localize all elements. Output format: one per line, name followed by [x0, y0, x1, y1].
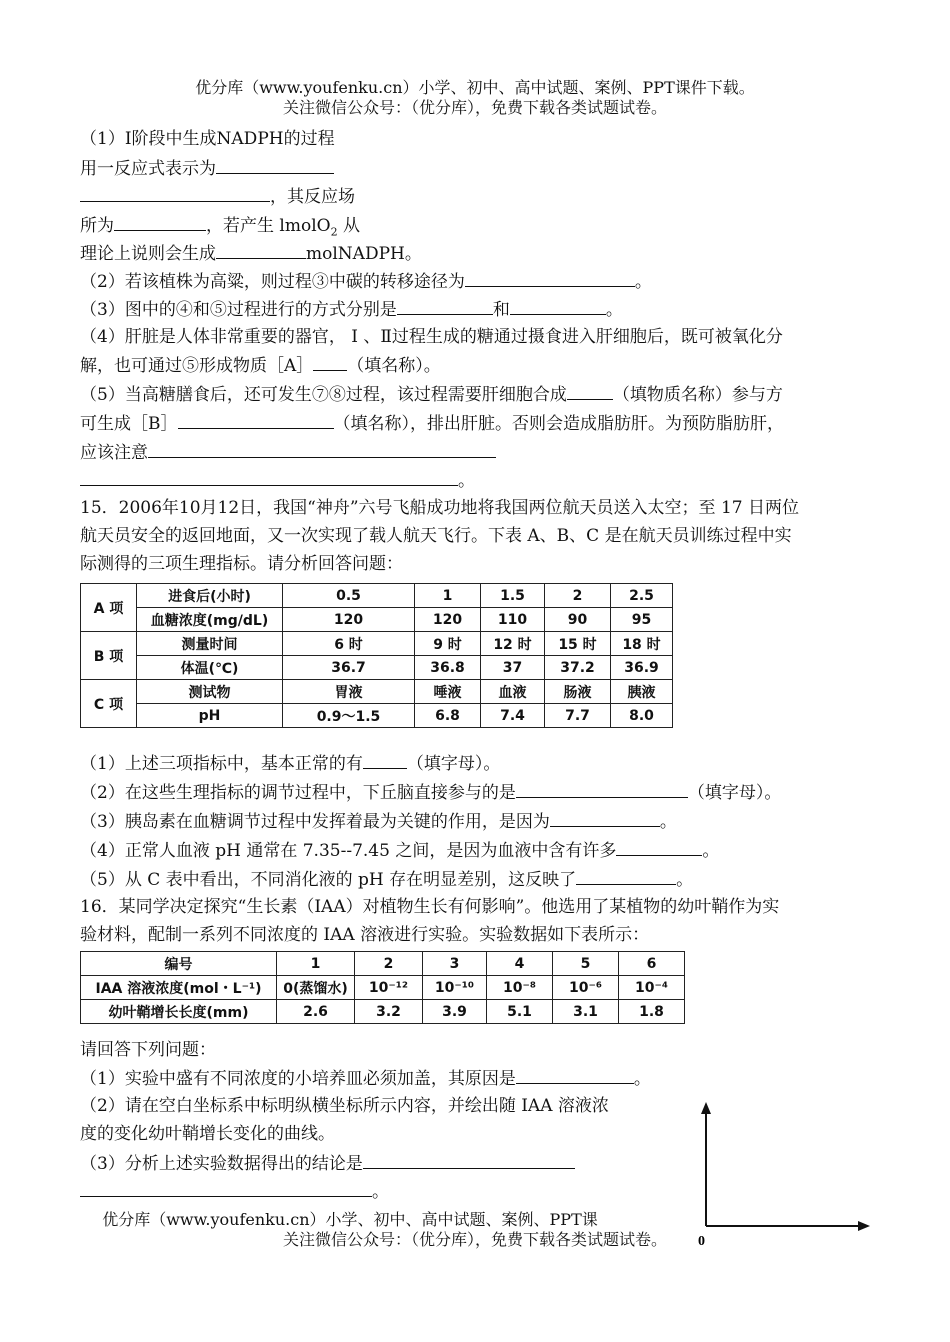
- q14-part1-line3: ，其反应场: [80, 185, 355, 208]
- origin-label: 0: [698, 1234, 705, 1249]
- q16-intro-line2: 验材料，配制一系列不同浓度的 IAA 溶液进行实验。实验数据如下表所示：: [80, 925, 650, 945]
- q15-part4: （4）正常人血液 pH 通常在 7.35--7.45 之间，是因为血液中含有许多 。: [80, 841, 720, 861]
- footer-line-1: 优分库（www.youfenku.cn）小学、初中、高中试题、案例、PPT课: [102, 1210, 598, 1229]
- table-row: A 项 进食后(小时) 0.5 1 1.5 2 2.5: [81, 584, 673, 608]
- blank[interactable]: [397, 298, 493, 315]
- iaa-table: [80, 951, 685, 1024]
- q15-part2: （2）在这些生理指标的调节过程中，下丘脑直接参与的是 （填字母）。: [80, 783, 782, 803]
- footer-line-2: 关注微信公众号：（优分库），免费下载各类试题试卷。: [282, 1230, 667, 1249]
- blank[interactable]: [178, 412, 334, 429]
- q15-intro-line3: 际测得的三项生理指标。请分析回答问题：: [80, 554, 403, 574]
- physiology-table: [80, 583, 673, 728]
- table-row: C 项 测试物 胃液 唾液 血液 肠液 胰液: [81, 680, 673, 704]
- q15-part3: （3）胰岛素在血糖调节过程中发挥着最为关键的作用，是因为 。: [80, 812, 677, 832]
- blank[interactable]: [516, 781, 688, 798]
- blank[interactable]: [516, 1067, 634, 1084]
- blank[interactable]: [216, 157, 334, 174]
- table-row: IAA 溶液浓度(mol・L⁻¹) 0(蒸馏水) 10⁻¹² 10⁻¹⁰ 10⁻⁸ 10⁻⁶ 10⁻⁴: [81, 976, 685, 1000]
- table-row: B 项 测量时间 6 时 9 时 12 时 15 时 18 时: [81, 632, 673, 656]
- q14-part1-line4: 所为 ，若产生 lmolO$_2$ 从: [80, 216, 360, 239]
- row-label-c: C 项: [81, 680, 137, 728]
- q14-part3: （3）图中的④和⑤过程进行的方式分别是 和 。: [80, 300, 623, 320]
- blank[interactable]: [313, 354, 347, 371]
- q15-intro-line2: 航天员安全的返回地面，又一次实现了载人航天飞行。下表 A、B、C 是在航天员训练过程中实: [80, 526, 792, 546]
- q14-part5-line4: 。: [80, 469, 475, 492]
- blank[interactable]: [550, 810, 660, 827]
- blank[interactable]: [567, 383, 613, 400]
- header-line-2: 关注微信公众号：（优分库），免费下载各类试题试卷。: [282, 98, 667, 117]
- q14-part1-line2: 用一反应式表示为: [80, 157, 334, 180]
- q14-part2: （2）若该植株为高粱，则过程③中碳的转移途径为 。: [80, 272, 652, 292]
- blank[interactable]: [576, 868, 676, 885]
- blank[interactable]: [216, 242, 306, 259]
- q14-part1-line1: （1）I阶段中生成NADPH的过程: [80, 129, 335, 149]
- blank[interactable]: [510, 298, 606, 315]
- table-row: 血糖浓度(mg/dL) 120 120 110 90 95: [81, 608, 673, 632]
- q14-part5-line3: 应该注意: [80, 441, 496, 464]
- blank[interactable]: [465, 270, 635, 287]
- blank[interactable]: [80, 185, 270, 202]
- q14-part1-line5: 理论上说则会生成 molNADPH。: [80, 244, 422, 264]
- q16-part2-line1: （2）请在空白坐标系中标明纵横坐标所示内容，并绘出随 IAA 溶液浓: [80, 1096, 609, 1116]
- blank-coordinate-axes[interactable]: [690, 1100, 880, 1250]
- q15-part1: （1）上述三项指标中，基本正常的有 （填字母）。: [80, 754, 501, 774]
- blank[interactable]: [363, 1152, 575, 1169]
- blank[interactable]: [616, 839, 702, 856]
- blank[interactable]: [114, 214, 206, 231]
- q16-intro-line1: 16．某同学决定探究“生长素（IAA）对植物生长有何影响”。他选用了某植物的幼叶鞘作为实: [80, 897, 780, 917]
- q14-part4-line1: （4）肝脏是人体非常重要的器官， Ⅰ 、Ⅱ过程生成的糖通过摄食进入肝细胞后，既可被氧化分: [80, 327, 783, 347]
- q14-part4-line2: 解，也可通过⑤形成物质［A］ （填名称）。: [80, 356, 441, 376]
- q14-part5-line2: 可生成［B］ （填名称），排出肝脏。否则会造成脂肪肝。为预防脂肪肝，: [80, 414, 784, 434]
- y-axis-arrow-icon: [701, 1102, 711, 1114]
- table-row: 体温(℃) 36.7 36.8 37 37.2 36.9: [81, 656, 673, 680]
- row-label-a: A 项: [81, 584, 137, 632]
- blank[interactable]: [363, 752, 407, 769]
- header-line-1: 优分库（www.youfenku.cn）小学、初中、高中试题、案例、PPT课件下载。: [195, 78, 755, 97]
- q16-part2-line2: 度的变化幼叶鞘增长变化的曲线。: [80, 1124, 335, 1144]
- x-axis-arrow-icon: [858, 1221, 870, 1231]
- blank[interactable]: [80, 469, 458, 486]
- table-row: 编号 1 2 3 4 5 6: [81, 952, 685, 976]
- table-row: pH 0.9～1.5 6.8 7.4 7.7 8.0: [81, 704, 673, 728]
- blank[interactable]: [148, 441, 496, 458]
- table-row: 幼叶鞘增长长度(mm) 2.6 3.2 3.9 5.1 3.1 1.8: [81, 1000, 685, 1024]
- q14-part5-line1: （5）当高糖膳食后，还可发生⑦⑧过程，该过程需要肝细胞合成 （填物质名称）参与方: [80, 385, 783, 405]
- q15-intro-line1: 15．2006年10月12日，我国“神舟”六号飞船成功地将我国两位航天员送入太空；至 17 日两位: [80, 498, 799, 518]
- q16-part3-line1: （3）分析上述实验数据得出的结论是: [80, 1152, 575, 1175]
- q15-part5: （5）从 C 表中看出，不同消化液的 pH 存在明显差别，这反映了 。: [80, 870, 694, 890]
- blank[interactable]: [80, 1180, 372, 1197]
- row-label-b: B 项: [81, 632, 137, 680]
- q16-part3-line2: 。: [80, 1180, 389, 1203]
- q16-part1: （1）实验中盛有不同浓度的小培养皿必须加盖，其原因是 。: [80, 1069, 651, 1089]
- q16-ask: 请回答下列问题：: [80, 1040, 216, 1060]
